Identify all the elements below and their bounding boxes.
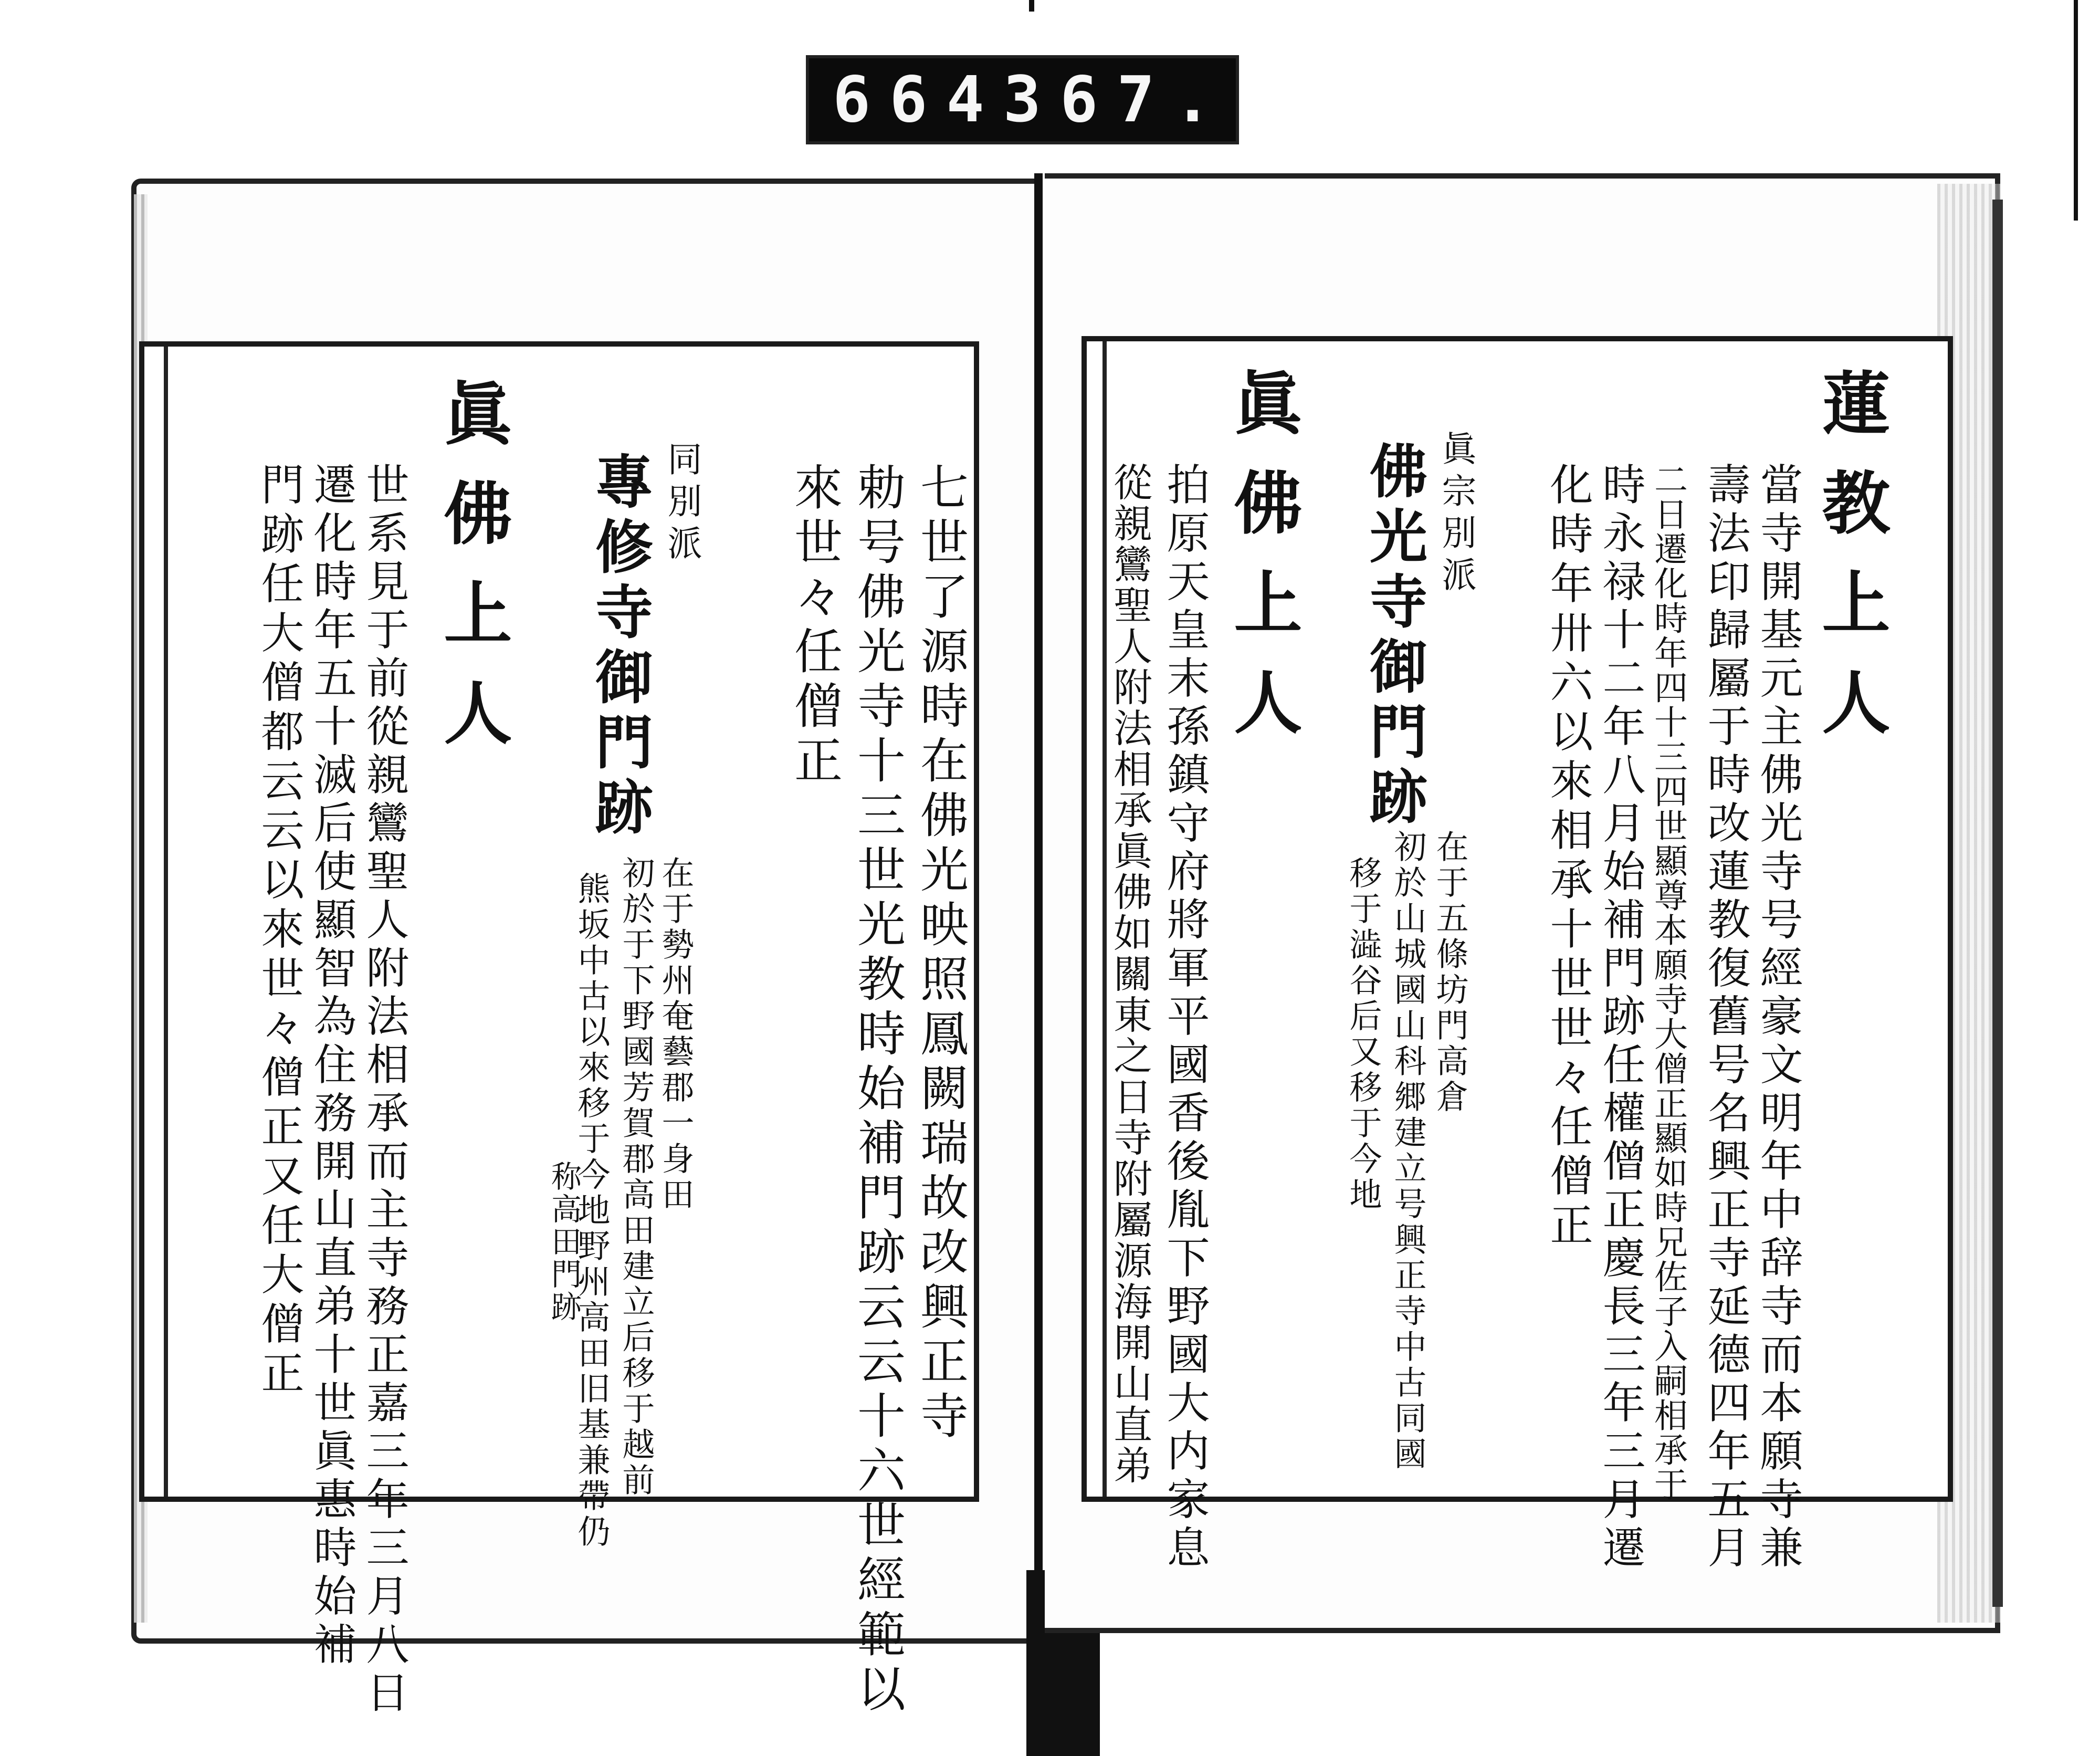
right-location-1: 在于五條坊門高倉	[1431, 830, 1469, 1115]
top-edge-mark-right	[2074, 0, 2078, 221]
left-location-4: 称高田門跡	[546, 1161, 582, 1323]
book-spine	[1034, 173, 1043, 1644]
left-temple-title: 專修寺御門跡	[586, 452, 654, 842]
right-frame-inner-rule	[1102, 341, 1107, 1497]
left-body-3: 門跡任大僧都云云以來世々僧正又任大僧正	[254, 462, 304, 1400]
left-location-1: 在于勢州奄藝郡一身田	[656, 856, 695, 1213]
right-col-5: 化時年卅六以來相承十世世々任僧正	[1543, 462, 1593, 1252]
right-body-1: 拍原天皇末孫鎮守府將軍平國香後胤下野國大内家息	[1160, 462, 1210, 1573]
right-body-2: 從親鸞聖人附法相承眞佛如關東之日寺附屬源海開山直弟	[1107, 462, 1152, 1486]
left-heading: 眞佛上人	[433, 378, 513, 777]
left-location-2: 初於于下野國芳賀郡高田建立后移于越前	[617, 856, 655, 1499]
left-body-2: 遷化時年五十滅后使顯智為住務開山直弟十世眞惠時始補	[307, 462, 356, 1670]
right-heading-2: 眞佛上人	[1223, 368, 1303, 767]
top-edge-mark-left	[1029, 0, 1034, 12]
left-branch-label: 同別派	[662, 441, 702, 567]
call-number-left: 664	[833, 63, 1003, 137]
right-col-3: 二日遷化時年四十三四世顯尊本願寺大僧正顯如時兄佐子入嗣相承于	[1648, 462, 1687, 1502]
call-number-label	[806, 55, 1239, 144]
left-col-2: 勅号佛光寺十三世光教時始補門跡云云十六世經範以	[849, 462, 906, 1718]
right-col-1: 當寺開基元主佛光寺号經豪文明年中辞寺而本願寺兼	[1753, 462, 1803, 1573]
right-location-2: 初於山城國山科郷建立号興正寺中古同國	[1389, 830, 1427, 1472]
left-location-3: 熊坂中古以來移于今地野州高田旧基兼帶仍	[572, 872, 611, 1550]
left-body-1: 世系見于前從親鸞聖人附法相承而主寺務正嘉三年三月八日	[359, 462, 409, 1718]
left-col-1: 七世了源時在佛光映照鳳闕瑞故改興正寺	[912, 462, 969, 1445]
right-temple-title: 佛光寺御門跡	[1360, 441, 1428, 832]
left-col-3: 來世々任僧正	[786, 462, 843, 790]
right-col-2: 壽法印歸屬于時改蓮教復舊号名興正寺延德四年五月	[1700, 462, 1750, 1573]
right-heading-1: 蓮教上人	[1811, 368, 1891, 767]
right-location-3: 移于澁谷后又移于今地	[1344, 856, 1382, 1213]
left-frame-inner-rule	[164, 347, 168, 1497]
call-number-right: 367.	[1003, 63, 1231, 137]
right-book-edge	[1992, 200, 2003, 1607]
right-branch-label: 眞宗別派	[1436, 431, 1476, 599]
right-col-4: 時永禄十二年八月始補門跡任權僧正慶長三年三月遷	[1595, 462, 1645, 1573]
